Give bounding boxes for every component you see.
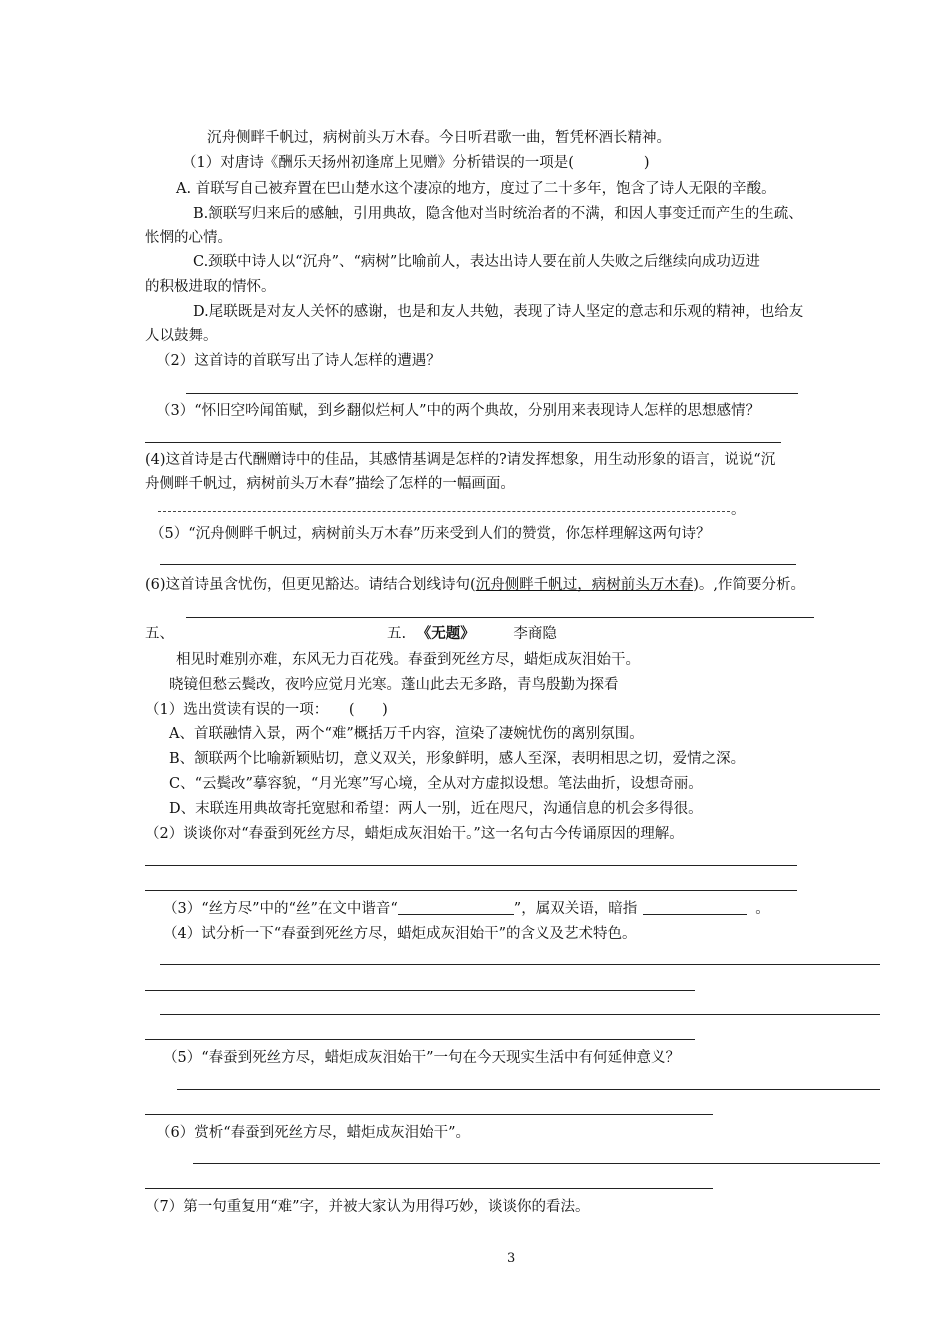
question-1-option-a: A. 首联写自己被弃置在巴山楚水这个凄凉的地方，度过了二十多年，饱含了诗人无限的辛酸。	[176, 181, 776, 197]
section-5-heading	[387, 624, 557, 644]
answer-line	[193, 1163, 880, 1164]
question-1-option-d-line1: D.尾联既是对友人关怀的感谢，也是和友人共勉，表现了诗人坚定的意志和乐观的精神，也给友	[193, 304, 804, 320]
question-3: （3）“怀旧空吟闻笛赋，到乡翻似烂柯人”中的两个典故，分别用来表现诗人怎样的思想感情？	[156, 403, 761, 419]
s5-question-5: （5）“春蚕到死丝方尽，蜡炬成灰泪始干”一句在今天现实生活中有何延伸意义？	[163, 1050, 681, 1066]
poem-tail-line: 沉舟侧畔千帆过，病树前头万木春。今日听君歌一曲，暂凭杯酒长精神。	[207, 130, 671, 146]
s5-question-4: （4）试分析一下“春蚕到死丝方尽，蜡炬成灰泪始干”的含义及艺术特色。	[163, 926, 637, 942]
answer-line	[160, 564, 796, 565]
answer-line	[186, 393, 798, 394]
question-1-option-b-line2: 怅惘的心情。	[145, 230, 232, 246]
question-1-option-c-line2: 的积极进取的情怀。	[145, 279, 276, 295]
question-1-stem	[182, 153, 650, 173]
answer-line-dashed	[158, 511, 730, 512]
fill-blank-meaning[interactable]	[643, 900, 747, 915]
question-4-line1: (4)这首诗是古代酬赠诗中的佳品，其感情基调是怎样的?请发挥想象，用生动形象的语言，说说“沉	[145, 452, 776, 468]
question-1-option-c-line1: C.颈联中诗人以“沉舟”、“病树”比喻前人，表达出诗人要在前人失败之后继续向成功迈进	[193, 254, 760, 270]
answer-line	[145, 442, 781, 443]
question-6-suffix: )。,作简要分析。	[693, 577, 805, 593]
question-6-prefix: (6)这首诗虽含忧伤，但更见豁达。请结合划线诗句(	[145, 577, 476, 593]
s5-question-1-option-d: D、末联连用典故寄托宽慰和希望：两人一别，近在咫尺，沟通信息的机会多得很。	[169, 801, 703, 817]
poem-line-1: 相见时难别亦难，东风无力百花残。春蚕到死丝方尽，蜡炬成灰泪始干。	[176, 652, 640, 668]
section-5-marker: 五、	[145, 626, 174, 642]
page-number: 3	[507, 1251, 516, 1266]
question-4-line2: 舟侧畔千帆过，病树前头万木春”描绘了怎样的一幅画面。	[145, 476, 515, 492]
s5-question-1-option-b: B、颔联两个比喻新颖贴切，意义双关，形象鲜明，感人至深，表明相思之切，爱情之深。	[169, 751, 746, 767]
s5-question-3-end: 。	[755, 901, 770, 917]
answer-line	[186, 617, 814, 618]
question-5: （5）“沉舟侧畔千帆过，病树前头万木春”历来受到人们的赞赏，你怎样理解这两句诗？	[150, 526, 711, 542]
question-1-close-paren: )	[643, 155, 650, 171]
answer-line	[145, 1188, 713, 1189]
poem-title: 《无题》	[416, 625, 475, 642]
s5-question-3	[163, 899, 770, 919]
s5-question-2: （2）谈谈你对“春蚕到死丝方尽，蜡炬成灰泪始干。”这一名句古今传诵原因的理解。	[145, 826, 684, 842]
answer-line	[145, 865, 797, 866]
s5-question-3-prefix: （3）“丝方尽”中的“丝”在文中谐音“	[163, 901, 398, 917]
answer-line	[160, 964, 880, 965]
s5-question-1-answer-paren: ( )	[348, 702, 388, 718]
answer-line	[145, 1039, 695, 1040]
answer-line	[145, 990, 695, 991]
fill-blank-homophone[interactable]	[398, 900, 514, 915]
question-6	[145, 575, 805, 595]
answer-line	[145, 1114, 713, 1115]
question-6-underlined-lines: 沉舟侧畔千帆过，病树前头万木春	[475, 577, 694, 593]
answer-line	[177, 1089, 880, 1090]
s5-question-1-text: （1）选出赏读有误的一项：	[145, 702, 329, 718]
question-1-option-b-line1: B.颔联写归来后的感触，引用典故，隐含他对当时统治者的不满，和因人事变迁而产生的生疏、	[193, 206, 803, 222]
s5-question-1-stem	[145, 700, 388, 720]
s5-question-7: （7）第一句重复用“难”字，并被大家认为用得巧妙，谈谈你的看法。	[145, 1199, 590, 1215]
s5-question-6: （6）赏析“春蚕到死丝方尽，蜡炬成灰泪始干”。	[156, 1125, 471, 1141]
question-1-option-d-line2: 人以鼓舞。	[145, 328, 218, 344]
section-5-number: 五.	[387, 626, 407, 642]
question-1-stem-text: （1）对唐诗《酬乐天扬州初逢席上见赠》分析错误的一项是(	[182, 155, 574, 171]
answer-line	[160, 1014, 880, 1015]
s5-question-1-option-c: C、“云鬓改”摹容貌，“月光寒”写心境，全从对方虚拟设想。笔法曲折，设想奇丽。	[169, 776, 703, 792]
answer-line	[145, 890, 797, 891]
poem-line-2: 晓镜但愁云鬓改，夜吟应觉月光寒。蓬山此去无多路，青鸟殷勤为探看	[169, 677, 619, 693]
s5-question-3-middle: ”，属双关语，暗指	[513, 901, 638, 917]
poem-author: 李商隐	[513, 626, 557, 642]
answer-line-end-mark: 。	[731, 502, 746, 518]
question-2: （2）这首诗的首联写出了诗人怎样的遭遇？	[156, 353, 441, 369]
s5-question-1-option-a: A、首联融情入景，两个“难”概括万千内容，渲染了凄婉忧伤的离别氛围。	[169, 726, 644, 742]
